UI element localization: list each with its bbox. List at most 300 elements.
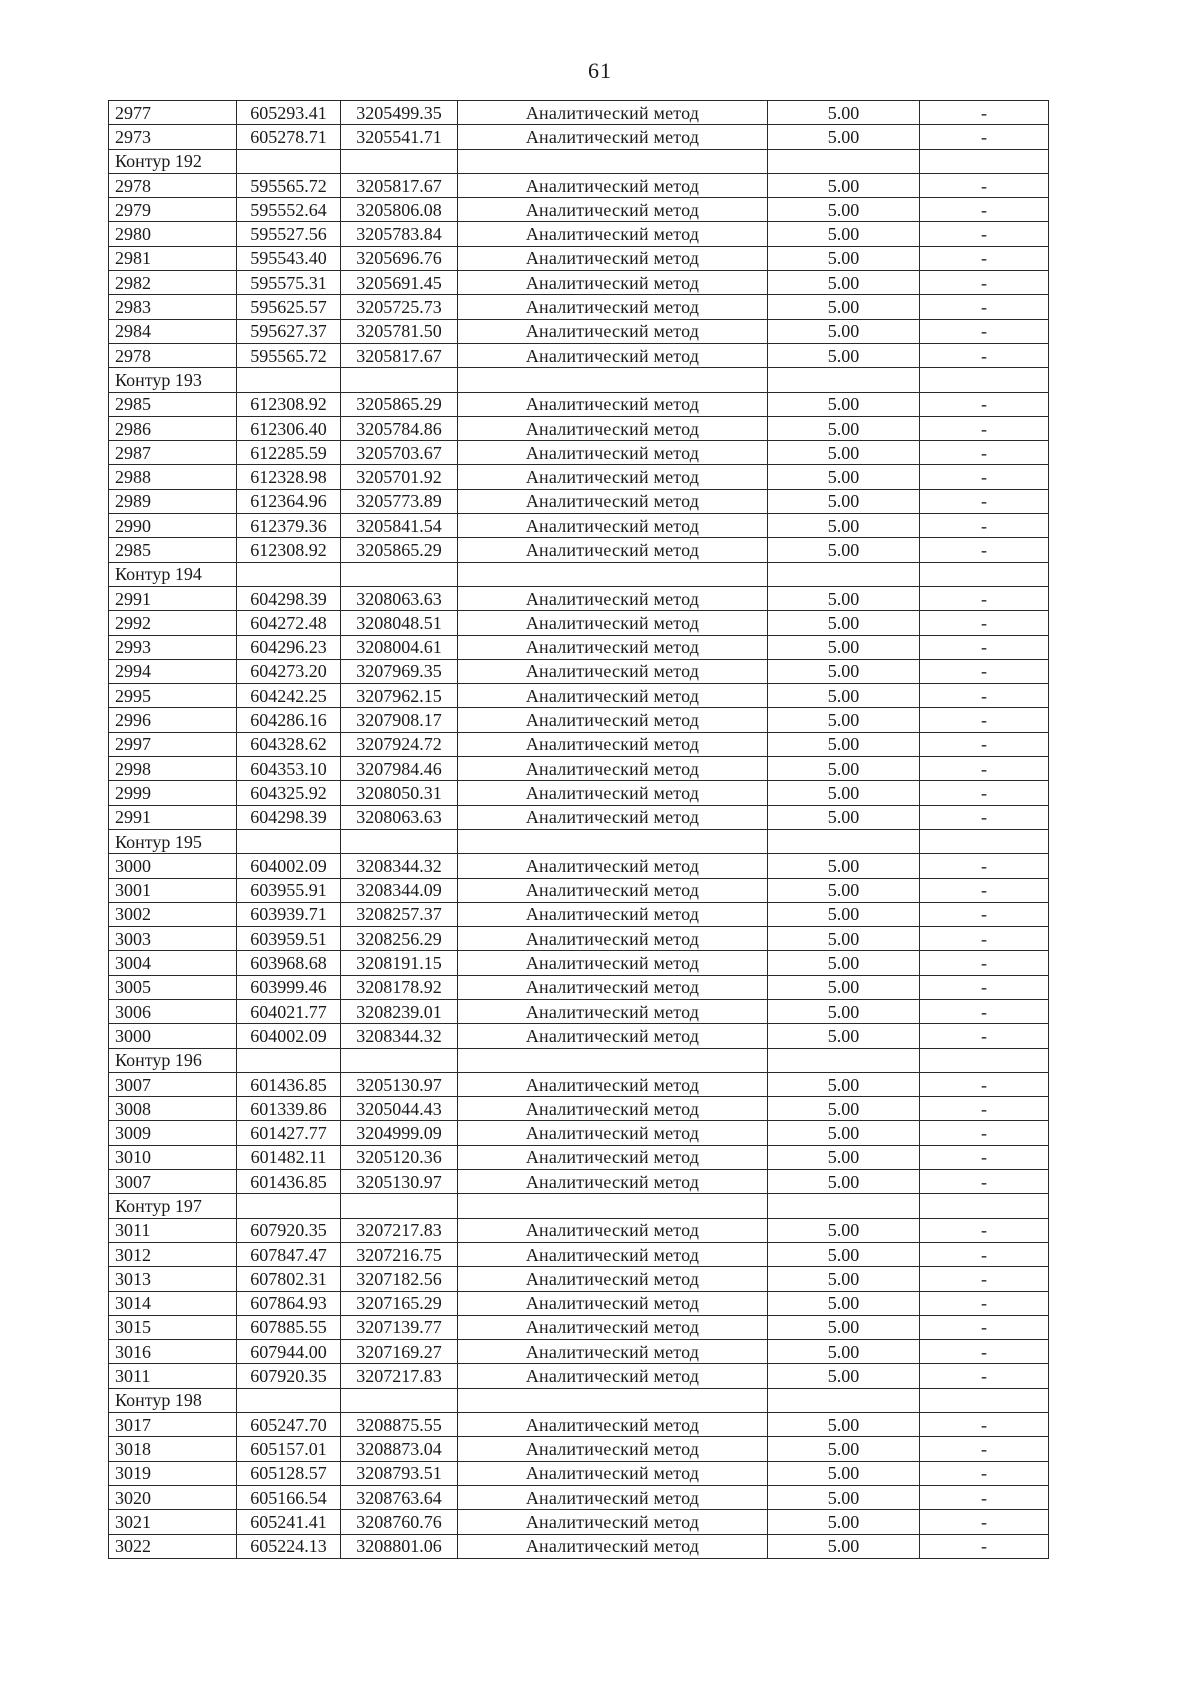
point-number-cell: 3011 [109,1218,237,1242]
x-coordinate-cell: 601482.11 [237,1145,341,1169]
point-row [109,1242,1049,1266]
description-cell: - [920,538,1049,562]
x-coordinate-cell: 607885.55 [237,1315,341,1339]
description-cell: - [920,1413,1049,1437]
empty-cell [237,149,341,173]
y-coordinate-cell: 3205784.86 [341,416,458,440]
description-cell: - [920,416,1049,440]
error-cell: 5.00 [768,732,920,756]
y-coordinate-cell: 3205701.92 [341,465,458,489]
method-cell: Аналитический метод [458,343,768,367]
x-coordinate-cell: 604298.39 [237,805,341,829]
error-cell: 5.00 [768,1437,920,1461]
point-number-cell: 3006 [109,999,237,1023]
empty-cell [768,1388,920,1412]
description-cell: - [920,514,1049,538]
x-coordinate-cell: 607864.93 [237,1291,341,1315]
y-coordinate-cell: 3208760.76 [341,1510,458,1534]
point-number-cell: 3020 [109,1485,237,1509]
method-cell: Аналитический метод [458,635,768,659]
contour-row [109,1194,1049,1218]
x-coordinate-cell: 601436.85 [237,1072,341,1096]
error-cell: 5.00 [768,416,920,440]
point-number-cell: 2996 [109,708,237,732]
description-cell: - [920,902,1049,926]
x-coordinate-cell: 605241.41 [237,1510,341,1534]
empty-cell [341,562,458,586]
x-coordinate-cell: 604286.16 [237,708,341,732]
method-cell: Аналитический метод [458,1485,768,1509]
point-row [109,635,1049,659]
empty-cell [458,1194,768,1218]
point-row [109,125,1049,149]
description-cell: - [920,441,1049,465]
point-row [109,1485,1049,1509]
description-cell: - [920,465,1049,489]
x-coordinate-cell: 605157.01 [237,1437,341,1461]
method-cell: Аналитический метод [458,975,768,999]
error-cell: 5.00 [768,1291,920,1315]
point-row [109,319,1049,343]
description-cell: - [920,1145,1049,1169]
point-row [109,1024,1049,1048]
point-number-cell: 3007 [109,1072,237,1096]
page-number: 61 [588,58,612,83]
description-cell: - [920,173,1049,197]
x-coordinate-cell: 612364.96 [237,489,341,513]
point-number-cell: 3000 [109,1024,237,1048]
contour-label-cell: Контур 198 [109,1388,237,1412]
y-coordinate-cell: 3207924.72 [341,732,458,756]
x-coordinate-cell: 607944.00 [237,1340,341,1364]
y-coordinate-cell: 3208050.31 [341,781,458,805]
y-coordinate-cell: 3207139.77 [341,1315,458,1339]
x-coordinate-cell: 603955.91 [237,878,341,902]
description-cell: - [920,1024,1049,1048]
error-cell: 5.00 [768,489,920,513]
method-cell: Аналитический метод [458,1097,768,1121]
x-coordinate-cell: 605293.41 [237,101,341,125]
y-coordinate-cell: 3208763.64 [341,1485,458,1509]
method-cell: Аналитический метод [458,708,768,732]
empty-cell [920,368,1049,392]
y-coordinate-cell: 3205541.71 [341,125,458,149]
y-coordinate-cell: 3207984.46 [341,757,458,781]
point-row [109,1461,1049,1485]
point-row [109,1315,1049,1339]
empty-cell [341,368,458,392]
x-coordinate-cell: 595575.31 [237,271,341,295]
description-cell: - [920,854,1049,878]
contour-label-cell: Контур 196 [109,1048,237,1072]
error-cell: 5.00 [768,708,920,732]
point-number-cell: 2978 [109,343,237,367]
method-cell: Аналитический метод [458,125,768,149]
error-cell: 5.00 [768,1242,920,1266]
x-coordinate-cell: 604273.20 [237,659,341,683]
method-cell: Аналитический метод [458,757,768,781]
error-cell: 5.00 [768,1024,920,1048]
method-cell: Аналитический метод [458,465,768,489]
empty-cell [237,1048,341,1072]
x-coordinate-cell: 604298.39 [237,586,341,610]
empty-cell [237,829,341,853]
description-cell: - [920,319,1049,343]
method-cell: Аналитический метод [458,586,768,610]
y-coordinate-cell: 3205817.67 [341,343,458,367]
error-cell: 5.00 [768,805,920,829]
description-cell: - [920,1291,1049,1315]
point-number-cell: 2982 [109,271,237,295]
x-coordinate-cell: 607802.31 [237,1267,341,1291]
method-cell: Аналитический метод [458,1072,768,1096]
y-coordinate-cell: 3207217.83 [341,1364,458,1388]
point-number-cell: 3012 [109,1242,237,1266]
description-cell: - [920,1267,1049,1291]
method-cell: Аналитический метод [458,416,768,440]
description-cell: - [920,1364,1049,1388]
y-coordinate-cell: 3204999.09 [341,1121,458,1145]
y-coordinate-cell: 3205773.89 [341,489,458,513]
error-cell: 5.00 [768,1218,920,1242]
error-cell: 5.00 [768,757,920,781]
point-number-cell: 2989 [109,489,237,513]
error-cell: 5.00 [768,1121,920,1145]
y-coordinate-cell: 3208793.51 [341,1461,458,1485]
point-row [109,1072,1049,1096]
point-number-cell: 2973 [109,125,237,149]
y-coordinate-cell: 3205130.97 [341,1072,458,1096]
x-coordinate-cell: 605166.54 [237,1485,341,1509]
y-coordinate-cell: 3207216.75 [341,1242,458,1266]
y-coordinate-cell: 3205783.84 [341,222,458,246]
point-number-cell: 3015 [109,1315,237,1339]
description-cell: - [920,1461,1049,1485]
method-cell: Аналитический метод [458,101,768,125]
x-coordinate-cell: 595627.37 [237,319,341,343]
x-coordinate-cell: 601436.85 [237,1170,341,1194]
point-row [109,222,1049,246]
x-coordinate-cell: 604002.09 [237,854,341,878]
description-cell: - [920,635,1049,659]
error-cell: 5.00 [768,999,920,1023]
point-number-cell: 3014 [109,1291,237,1315]
description-cell: - [920,125,1049,149]
x-coordinate-cell: 612379.36 [237,514,341,538]
empty-cell [341,829,458,853]
y-coordinate-cell: 3208344.32 [341,854,458,878]
method-cell: Аналитический метод [458,1170,768,1194]
method-cell: Аналитический метод [458,222,768,246]
point-row [109,902,1049,926]
method-cell: Аналитический метод [458,1291,768,1315]
method-cell: Аналитический метод [458,878,768,902]
description-cell: - [920,757,1049,781]
y-coordinate-cell: 3208178.92 [341,975,458,999]
method-cell: Аналитический метод [458,732,768,756]
error-cell: 5.00 [768,125,920,149]
x-coordinate-cell: 595527.56 [237,222,341,246]
point-row [109,757,1049,781]
description-cell: - [920,1072,1049,1096]
point-row [109,999,1049,1023]
error-cell: 5.00 [768,927,920,951]
y-coordinate-cell: 3205865.29 [341,392,458,416]
method-cell: Аналитический метод [458,854,768,878]
error-cell: 5.00 [768,1534,920,1558]
x-coordinate-cell: 607920.35 [237,1218,341,1242]
y-coordinate-cell: 3205865.29 [341,538,458,562]
description-cell: - [920,1242,1049,1266]
y-coordinate-cell: 3208239.01 [341,999,458,1023]
method-cell: Аналитический метод [458,611,768,635]
method-cell: Аналитический метод [458,1364,768,1388]
empty-cell [341,1194,458,1218]
point-number-cell: 2992 [109,611,237,635]
point-number-cell: 2980 [109,222,237,246]
point-number-cell: 2998 [109,757,237,781]
description-cell: - [920,295,1049,319]
method-cell: Аналитический метод [458,1218,768,1242]
point-row [109,708,1049,732]
x-coordinate-cell: 604325.92 [237,781,341,805]
description-cell: - [920,222,1049,246]
point-number-cell: 2981 [109,246,237,270]
empty-cell [458,1048,768,1072]
error-cell: 5.00 [768,1461,920,1485]
method-cell: Аналитический метод [458,514,768,538]
x-coordinate-cell: 604021.77 [237,999,341,1023]
x-coordinate-cell: 604328.62 [237,732,341,756]
point-number-cell: 3000 [109,854,237,878]
description-cell: - [920,586,1049,610]
point-row [109,659,1049,683]
y-coordinate-cell: 3208063.63 [341,805,458,829]
point-row [109,1534,1049,1558]
error-cell: 5.00 [768,611,920,635]
point-number-cell: 3005 [109,975,237,999]
point-number-cell: 3009 [109,1121,237,1145]
method-cell: Аналитический метод [458,1024,768,1048]
x-coordinate-cell: 612308.92 [237,392,341,416]
method-cell: Аналитический метод [458,1534,768,1558]
error-cell: 5.00 [768,246,920,270]
method-cell: Аналитический метод [458,659,768,683]
description-cell: - [920,1437,1049,1461]
empty-cell [920,829,1049,853]
point-number-cell: 2978 [109,173,237,197]
point-row [109,1510,1049,1534]
x-coordinate-cell: 612308.92 [237,538,341,562]
empty-cell [341,1388,458,1412]
error-cell: 5.00 [768,343,920,367]
point-row [109,854,1049,878]
description-cell: - [920,1218,1049,1242]
point-number-cell: 3019 [109,1461,237,1485]
error-cell: 5.00 [768,975,920,999]
y-coordinate-cell: 3205499.35 [341,101,458,125]
method-cell: Аналитический метод [458,1242,768,1266]
point-number-cell: 2995 [109,684,237,708]
y-coordinate-cell: 3208257.37 [341,902,458,926]
description-cell: - [920,684,1049,708]
method-cell: Аналитический метод [458,781,768,805]
y-coordinate-cell: 3208801.06 [341,1534,458,1558]
point-row [109,198,1049,222]
error-cell: 5.00 [768,1072,920,1096]
method-cell: Аналитический метод [458,1510,768,1534]
point-number-cell: 2986 [109,416,237,440]
empty-cell [237,1388,341,1412]
y-coordinate-cell: 3205691.45 [341,271,458,295]
description-cell: - [920,659,1049,683]
method-cell: Аналитический метод [458,684,768,708]
empty-cell [341,1048,458,1072]
point-row [109,271,1049,295]
y-coordinate-cell: 3208004.61 [341,635,458,659]
point-number-cell: 3010 [109,1145,237,1169]
error-cell: 5.00 [768,514,920,538]
x-coordinate-cell: 607847.47 [237,1242,341,1266]
point-row [109,1291,1049,1315]
contour-row [109,1388,1049,1412]
empty-cell [768,562,920,586]
error-cell: 5.00 [768,441,920,465]
point-row [109,1097,1049,1121]
error-cell: 5.00 [768,465,920,489]
y-coordinate-cell: 3205120.36 [341,1145,458,1169]
y-coordinate-cell: 3208063.63 [341,586,458,610]
point-row [109,951,1049,975]
point-number-cell: 2990 [109,514,237,538]
point-number-cell: 3004 [109,951,237,975]
point-row [109,805,1049,829]
point-number-cell: 3016 [109,1340,237,1364]
coordinates-table [108,100,1049,1559]
point-number-cell: 2987 [109,441,237,465]
description-cell: - [920,975,1049,999]
description-cell: - [920,951,1049,975]
error-cell: 5.00 [768,781,920,805]
x-coordinate-cell: 603939.71 [237,902,341,926]
x-coordinate-cell: 595565.72 [237,343,341,367]
point-row [109,1145,1049,1169]
error-cell: 5.00 [768,198,920,222]
x-coordinate-cell: 595565.72 [237,173,341,197]
empty-cell [237,368,341,392]
description-cell: - [920,392,1049,416]
x-coordinate-cell: 612306.40 [237,416,341,440]
point-number-cell: 3008 [109,1097,237,1121]
point-row [109,1121,1049,1145]
point-row [109,781,1049,805]
description-cell: - [920,1510,1049,1534]
point-number-cell: 2985 [109,538,237,562]
error-cell: 5.00 [768,538,920,562]
method-cell: Аналитический метод [458,538,768,562]
point-number-cell: 2997 [109,732,237,756]
x-coordinate-cell: 604353.10 [237,757,341,781]
empty-cell [768,1194,920,1218]
point-row [109,586,1049,610]
empty-cell [768,829,920,853]
contour-row [109,149,1049,173]
point-row [109,489,1049,513]
method-cell: Аналитический метод [458,489,768,513]
x-coordinate-cell: 604242.25 [237,684,341,708]
point-row [109,1437,1049,1461]
y-coordinate-cell: 3207969.35 [341,659,458,683]
method-cell: Аналитический метод [458,441,768,465]
error-cell: 5.00 [768,854,920,878]
method-cell: Аналитический метод [458,1413,768,1437]
y-coordinate-cell: 3208873.04 [341,1437,458,1461]
description-cell: - [920,246,1049,270]
description-cell: - [920,1315,1049,1339]
contour-label-cell: Контур 195 [109,829,237,853]
method-cell: Аналитический метод [458,1121,768,1145]
point-row [109,465,1049,489]
method-cell: Аналитический метод [458,999,768,1023]
method-cell: Аналитический метод [458,295,768,319]
method-cell: Аналитический метод [458,1145,768,1169]
x-coordinate-cell: 595625.57 [237,295,341,319]
y-coordinate-cell: 3205044.43 [341,1097,458,1121]
point-number-cell: 2984 [109,319,237,343]
y-coordinate-cell: 3207962.15 [341,684,458,708]
point-number-cell: 3003 [109,927,237,951]
description-cell: - [920,1485,1049,1509]
error-cell: 5.00 [768,173,920,197]
point-row [109,1364,1049,1388]
x-coordinate-cell: 605247.70 [237,1413,341,1437]
method-cell: Аналитический метод [458,319,768,343]
y-coordinate-cell: 3207182.56 [341,1267,458,1291]
error-cell: 5.00 [768,1485,920,1509]
error-cell: 5.00 [768,951,920,975]
point-number-cell: 3001 [109,878,237,902]
point-row [109,1170,1049,1194]
x-coordinate-cell: 601427.77 [237,1121,341,1145]
x-coordinate-cell: 603999.46 [237,975,341,999]
y-coordinate-cell: 3207165.29 [341,1291,458,1315]
description-cell: - [920,781,1049,805]
y-coordinate-cell: 3208048.51 [341,611,458,635]
point-number-cell: 2993 [109,635,237,659]
method-cell: Аналитический метод [458,927,768,951]
method-cell: Аналитический метод [458,951,768,975]
x-coordinate-cell: 612285.59 [237,441,341,465]
y-coordinate-cell: 3205130.97 [341,1170,458,1194]
method-cell: Аналитический метод [458,1267,768,1291]
empty-cell [458,1388,768,1412]
empty-cell [920,562,1049,586]
error-cell: 5.00 [768,1510,920,1534]
error-cell: 5.00 [768,684,920,708]
description-cell: - [920,1121,1049,1145]
error-cell: 5.00 [768,1097,920,1121]
point-number-cell: 3002 [109,902,237,926]
error-cell: 5.00 [768,586,920,610]
x-coordinate-cell: 604272.48 [237,611,341,635]
y-coordinate-cell: 3205806.08 [341,198,458,222]
point-number-cell: 2979 [109,198,237,222]
y-coordinate-cell: 3208344.32 [341,1024,458,1048]
y-coordinate-cell: 3208344.09 [341,878,458,902]
y-coordinate-cell: 3205725.73 [341,295,458,319]
point-number-cell: 3018 [109,1437,237,1461]
point-number-cell: 2991 [109,586,237,610]
